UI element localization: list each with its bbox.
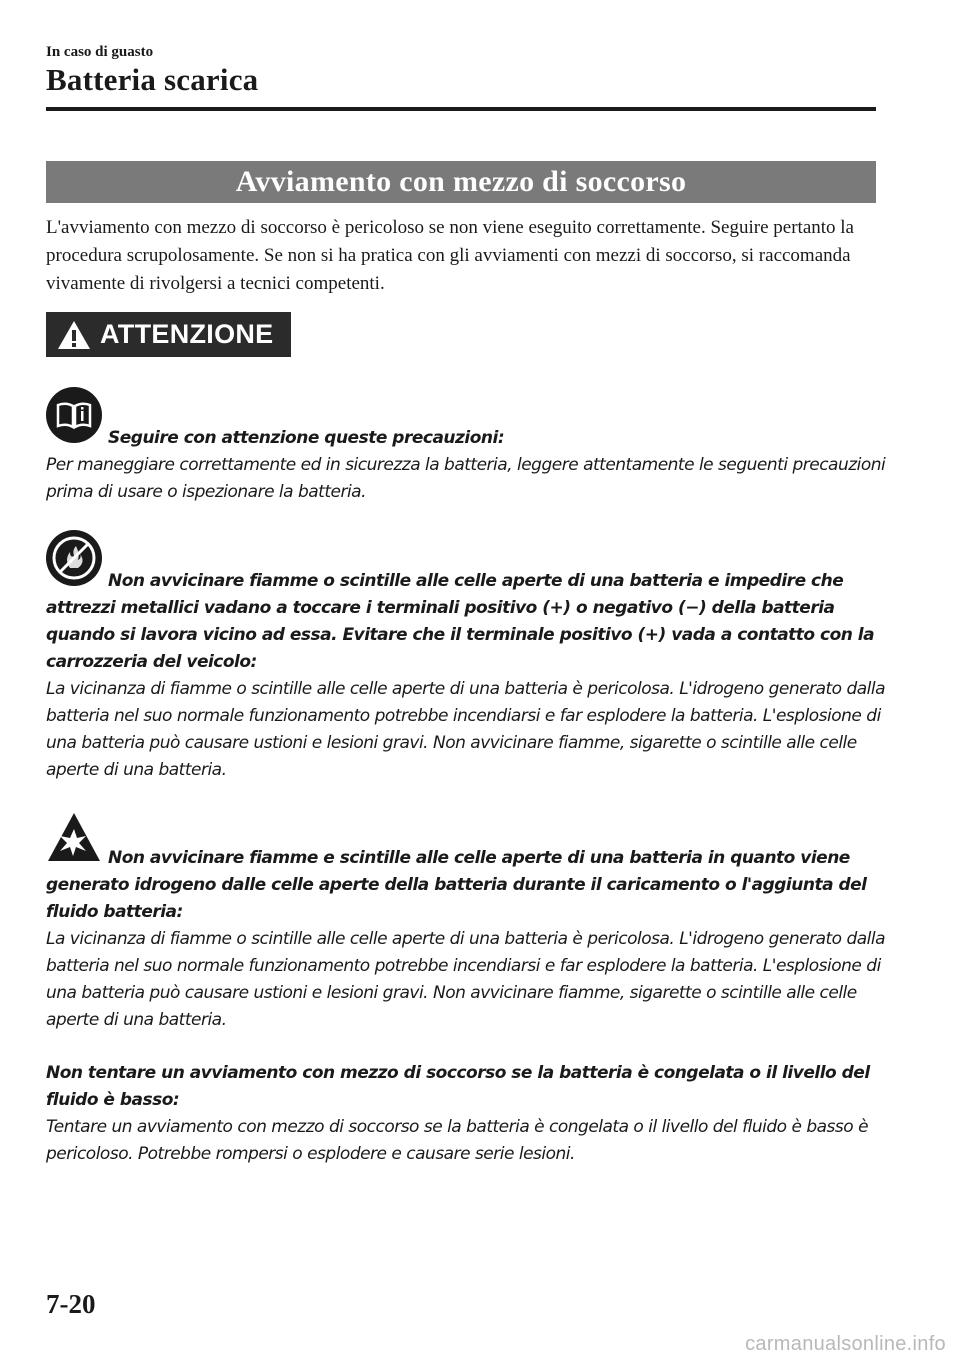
intro-paragraph: L'avviamento con mezzo di soccorso è pericoloso se non viene eseguito correttamente. Seguire pertanto la procedura scrupolosamente. Se non si ha pratica con gli avviamenti con mezzi di soccorso, si raccomanda vivamente di rivolgersi a tecnici competenti. [46, 217, 854, 294]
page-number: 7-20 [46, 1289, 96, 1319]
warning-heading: Non avvicinare fiamme o scintille alle celle aperte di una batteria e impedire che attrezzi metallici vadano a toccare i terminali positivo (+) o negativo (−) della batteria quando si lavora vicino ad essa. Evitare che il terminale positivo (+) vada a contatto con la carrozzeria del veicolo: [46, 571, 875, 672]
explosion-warning-icon [46, 811, 102, 872]
warning-body: Per maneggiare correttamente ed in sicurezza la batteria, leggere attentamente le seguenti precauzioni prima di usare o ispezionare la batteria. [46, 455, 886, 502]
warning-heading: Non tentare un avviamento con mezzo di soccorso se la batteria è congelata o il livello del fluido è basso: [46, 1063, 870, 1110]
warning-heading: Seguire con attenzione queste precauzioni: [108, 428, 505, 448]
warning-body: La vicinanza di fiamme o scintille alle celle aperte di una batteria è pericolosa. L'idrogeno generato dalla batteria nel suo normale funzionamento potrebbe incendiarsi e far esplodere la batteria. L'esplosione di una batteria può causare ustioni e lesioni gravi. Non avvicinare fiamme, sigarette o scintille alle celle aperte di una batteria. [46, 679, 886, 780]
page-title: Batteria scarica [46, 62, 259, 97]
warning-item [46, 530, 886, 784]
warning-body: Tentare un avviamento con mezzo di soccorso se la batteria è congelata o il livello del fluido è basso è pericoloso. Potrebbe rompersi o esplodere e causare serie lesioni. [46, 1117, 869, 1164]
warning-body: La vicinanza di fiamme o scintille alle celle aperte di una batteria è pericolosa. L'idrogeno generato dalla batteria nel suo normale funzionamento potrebbe incendiarsi e far esplodere la batteria. L'esplosione di una batteria può causare ustioni e lesioni gravi. Non avvicinare fiamme, sigarette o scintille alle celle aperte di una batteria. [46, 929, 886, 1030]
warning-item [46, 811, 886, 1034]
warning-triangle-icon [56, 319, 92, 351]
warning-label: ATTENZIONE [100, 319, 274, 349]
warning-item [46, 1060, 886, 1168]
header-divider [46, 107, 876, 111]
watermark: carmanualsonline.info [745, 1333, 946, 1355]
section-heading-band [46, 161, 876, 203]
manual-book-icon [46, 387, 102, 452]
header-section-label: In caso di guasto [46, 44, 154, 60]
warning-badge [46, 312, 291, 357]
warning-item [46, 387, 886, 506]
warning-heading: Non avvicinare fiamme e scintille alle celle aperte di una batteria in quanto viene generato idrogeno dalle celle aperte della batteria durante il caricamento o l'aggiunta del fluido batteria: [46, 848, 867, 922]
no-flames-icon [46, 530, 102, 595]
section-heading: Avviamento con mezzo di soccorso [235, 165, 687, 198]
